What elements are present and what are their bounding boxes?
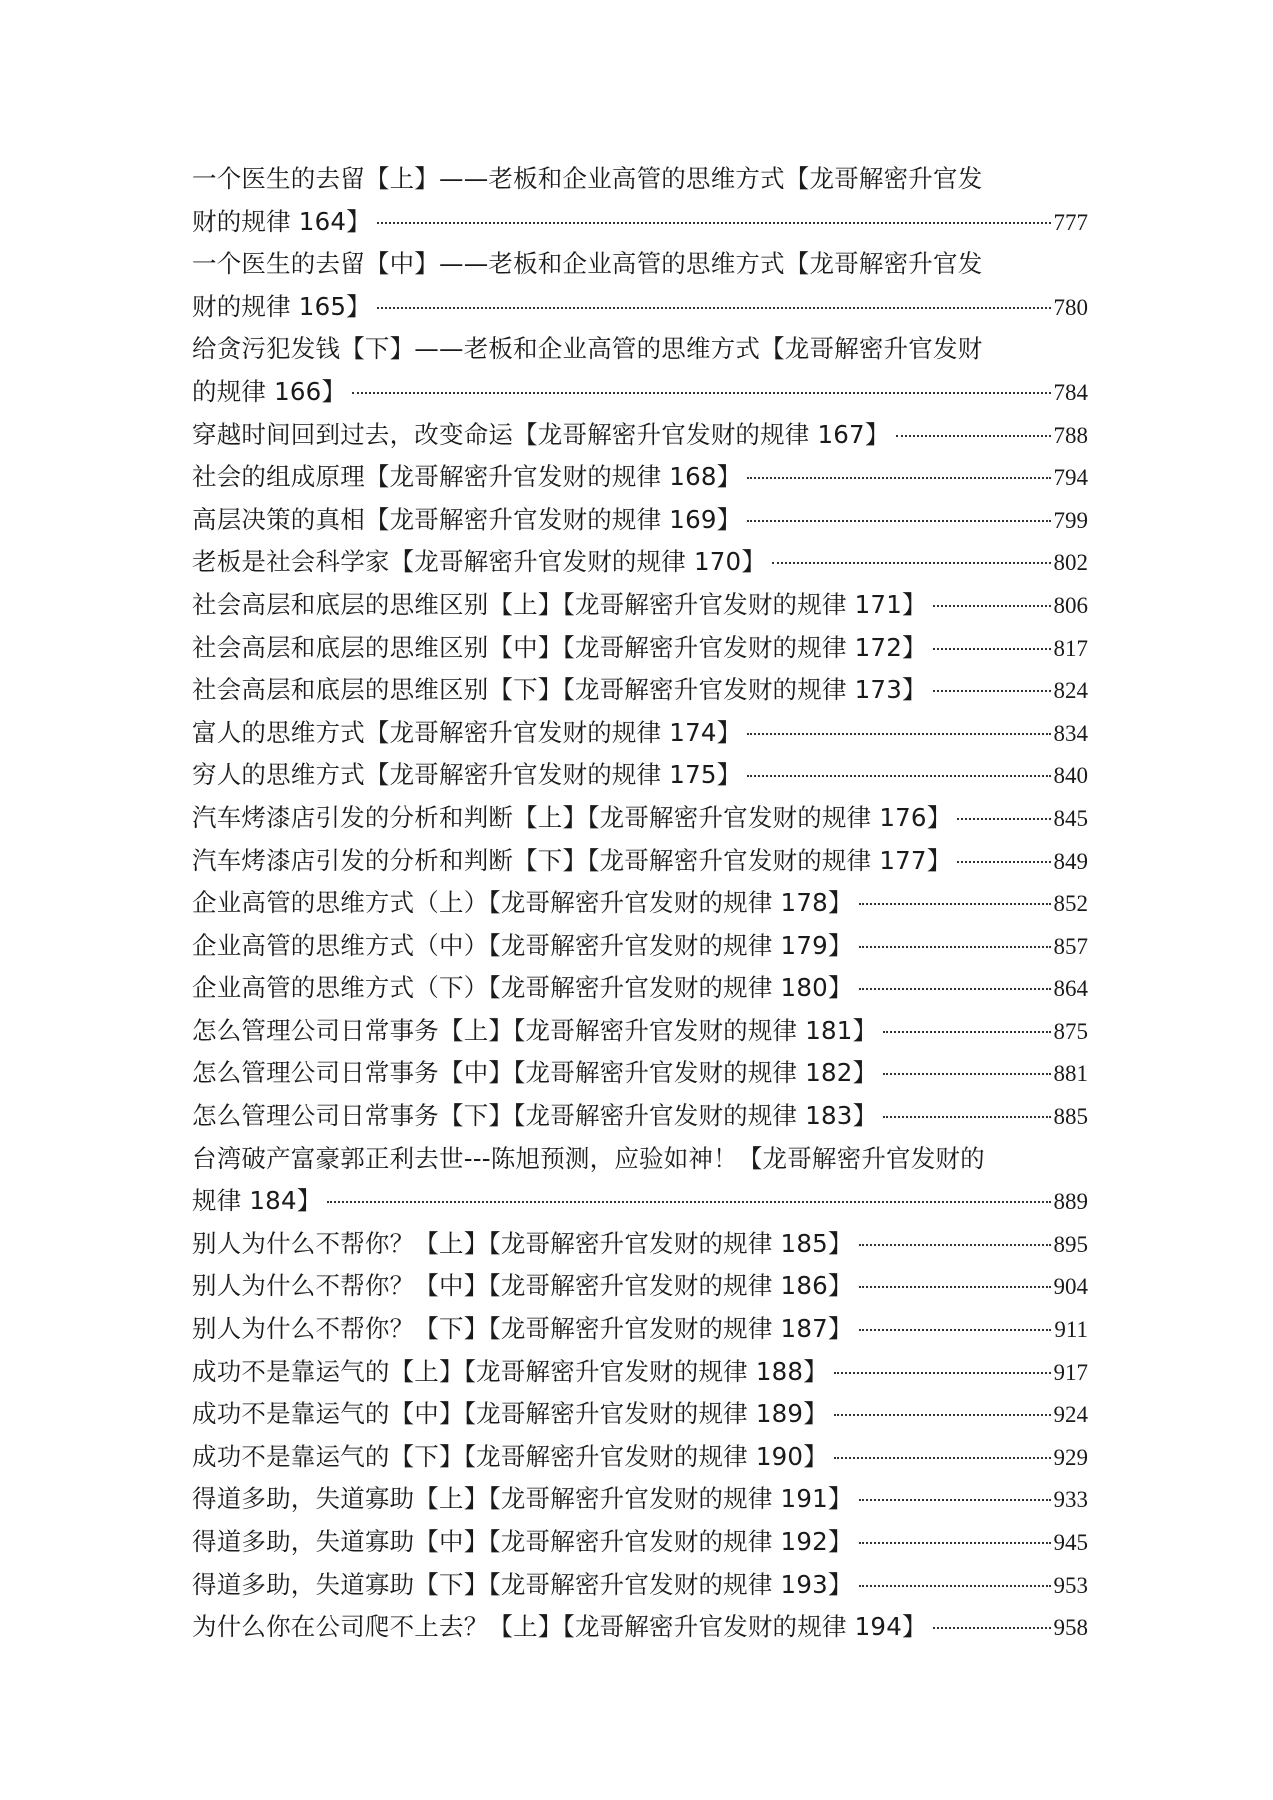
toc-entry-line [192,1265,1088,1308]
toc-entry-title: 穷人的思维方式【龙哥解密升官发财的规律 175】 [192,760,742,790]
toc-entry-title-line1: 一个医生的去留【中】——老板和企业高管的思维方式【龙哥解密升官发 [192,249,983,279]
toc-entry-title: 财的规律 164】 [192,206,371,236]
toc-entry-page-number: 881 [1053,1061,1088,1087]
toc-entry-title: 为什么你在公司爬不上去？【上】【龙哥解密升官发财的规律 194】 [192,1612,927,1642]
dot-leader [896,435,1051,437]
toc-entry[interactable] [192,243,1088,328]
toc-entry-line [192,1308,1088,1351]
toc-entry-page-number: 849 [1053,848,1088,874]
toc-entry-title: 成功不是靠运气的【中】【龙哥解密升官发财的规律 189】 [192,1399,828,1429]
dot-leader [883,1073,1050,1075]
toc-entry-line [192,201,1088,244]
toc-entry-line [192,1180,1088,1223]
dot-leader [859,1542,1051,1544]
toc-entry-title: 企业高管的思维方式（中）【龙哥解密升官发财的规律 179】 [192,930,853,960]
toc-entry-line [192,882,1088,925]
toc-entry-page-number: 788 [1053,422,1088,448]
toc-entry-title: 的规律 166】 [192,376,347,406]
toc-entry-page-number: 834 [1053,720,1088,746]
toc-entry-page-number: 780 [1053,294,1088,320]
toc-entry[interactable] [192,840,1088,883]
toc-entry[interactable] [192,1606,1088,1649]
toc-entry-title: 企业高管的思维方式（下）【龙哥解密升官发财的规律 180】 [192,973,853,1003]
toc-entry[interactable] [192,1521,1088,1564]
dot-leader [859,988,1051,990]
dot-leader [933,605,1051,607]
toc-entry-page-number: 794 [1053,465,1088,491]
toc-entry-line [192,669,1088,712]
toc-entry-page-number: 904 [1053,1274,1088,1300]
toc-entry-page-number: 933 [1053,1487,1088,1513]
dot-leader [883,1116,1050,1118]
toc-entry-title: 富人的思维方式【龙哥解密升官发财的规律 174】 [192,717,742,747]
toc-entry-title-line1: 台湾破产富豪郭正利去世---陈旭预测，应验如神！【龙哥解密升官发财的 [192,1143,985,1173]
toc-entry[interactable] [192,1095,1088,1138]
toc-entry[interactable] [192,669,1088,712]
dot-leader [834,1372,1051,1374]
dot-leader [883,1031,1050,1033]
dot-leader [834,1457,1051,1459]
toc-entry[interactable] [192,584,1088,627]
dot-leader [859,1585,1051,1587]
dot-leader [859,903,1051,905]
toc-entry[interactable] [192,1564,1088,1607]
toc-entry-line [192,1052,1088,1095]
toc-entry[interactable] [192,1308,1088,1351]
toc-entry[interactable] [192,627,1088,670]
toc-entry-page-number: 857 [1053,933,1088,959]
toc-entry-line [192,541,1088,584]
toc-entry-title: 别人为什么不帮你？【下】【龙哥解密升官发财的规律 187】 [192,1314,853,1344]
toc-entry[interactable] [192,882,1088,925]
toc-entry-page-number: 802 [1053,550,1088,576]
dot-leader [834,1414,1051,1416]
table-of-contents [192,158,1088,1649]
toc-entry-page-number: 924 [1053,1402,1088,1428]
toc-entry[interactable] [192,414,1088,457]
toc-entry-page-number: 875 [1053,1018,1088,1044]
dot-leader [747,775,1050,777]
dot-leader [859,946,1051,948]
dot-leader [957,818,1050,820]
toc-entry[interactable] [192,328,1088,413]
toc-entry-line [192,754,1088,797]
toc-entry-line [192,797,1088,840]
toc-entry-title: 别人为什么不帮你？【上】【龙哥解密升官发财的规律 185】 [192,1228,853,1258]
toc-entry-page-number: 806 [1053,592,1088,618]
toc-entry-line [192,1436,1088,1479]
toc-entry-title: 规律 184】 [192,1186,322,1216]
toc-entry-title: 别人为什么不帮你？【中】【龙哥解密升官发财的规律 186】 [192,1271,853,1301]
toc-entry-line [192,1564,1088,1607]
dot-leader [933,1627,1051,1629]
dot-leader [377,222,1051,224]
toc-entry-title: 社会的组成原理【龙哥解密升官发财的规律 168】 [192,462,742,492]
toc-entry-line [192,371,1088,414]
toc-entry-title: 企业高管的思维方式（上）【龙哥解密升官发财的规律 178】 [192,888,853,918]
toc-entry-page-number: 864 [1053,976,1088,1002]
toc-entry-page-number: 929 [1053,1444,1088,1470]
toc-entry-line [192,967,1088,1010]
toc-entry-title: 成功不是靠运气的【下】【龙哥解密升官发财的规律 190】 [192,1441,828,1471]
toc-entry[interactable] [192,158,1088,243]
toc-entry-line [192,1521,1088,1564]
dot-leader [859,1329,1052,1331]
toc-entry-page-number: 777 [1053,209,1088,235]
dot-leader [859,1244,1051,1246]
toc-entry-line [192,499,1088,542]
toc-entry-page-number: 958 [1053,1615,1088,1641]
dot-leader [933,648,1051,650]
toc-entry-page-number: 845 [1053,805,1088,831]
toc-entry-title: 社会高层和底层的思维区别【上】【龙哥解密升官发财的规律 171】 [192,589,927,619]
toc-entry-line [192,414,1088,457]
toc-entry-page-number: 953 [1053,1572,1088,1598]
dot-leader [747,520,1050,522]
toc-entry-line [192,1393,1088,1436]
toc-entry-title: 汽车烤漆店引发的分析和判断【上】【龙哥解密升官发财的规律 176】 [192,802,952,832]
dot-leader [747,477,1050,479]
toc-entry-page-number: 784 [1053,379,1088,405]
toc-entry[interactable] [192,499,1088,542]
toc-entry[interactable] [192,1436,1088,1479]
toc-entry-title: 社会高层和底层的思维区别【中】【龙哥解密升官发财的规律 172】 [192,632,927,662]
toc-entry[interactable] [192,1393,1088,1436]
toc-entry-page-number: 895 [1053,1231,1088,1257]
dot-leader [352,392,1050,394]
toc-entry-page-number: 824 [1053,678,1088,704]
dot-leader [772,562,1050,564]
toc-entry[interactable] [192,1478,1088,1521]
toc-entry-page-number: 852 [1053,891,1088,917]
toc-entry-page-number: 889 [1053,1189,1088,1215]
dot-leader [859,1286,1051,1288]
toc-entry[interactable] [192,1351,1088,1394]
toc-entry-line [192,712,1088,755]
dot-leader [859,1499,1051,1501]
toc-entry[interactable] [192,1223,1088,1266]
toc-entry-title: 社会高层和底层的思维区别【下】【龙哥解密升官发财的规律 173】 [192,675,927,705]
toc-entry-line [192,286,1088,329]
toc-entry-page-number: 817 [1053,635,1088,661]
toc-entry[interactable] [192,967,1088,1010]
toc-entry-title: 老板是社会科学家【龙哥解密升官发财的规律 170】 [192,547,767,577]
toc-entry[interactable] [192,797,1088,840]
toc-entry-line [192,627,1088,670]
toc-entry-title: 穿越时间回到过去，改变命运【龙哥解密升官发财的规律 167】 [192,419,890,449]
toc-entry-line [192,1223,1088,1266]
toc-entry-line [192,1478,1088,1521]
toc-entry-title: 得道多助，失道寡助【下】【龙哥解密升官发财的规律 193】 [192,1569,853,1599]
dot-leader [957,861,1050,863]
toc-entry-title: 财的规律 165】 [192,291,371,321]
toc-entry-line [192,840,1088,883]
toc-entry[interactable] [192,1138,1088,1223]
toc-entry-page-number: 885 [1053,1104,1088,1130]
toc-entry-page-number: 911 [1054,1317,1088,1343]
toc-entry-line [192,1010,1088,1053]
toc-entry-page-number: 945 [1053,1530,1088,1555]
toc-entry-title: 怎么管理公司日常事务【上】【龙哥解密升官发财的规律 181】 [192,1015,878,1045]
toc-entry-page-number: 917 [1053,1359,1088,1385]
toc-entry-title: 高层决策的真相【龙哥解密升官发财的规律 169】 [192,504,742,534]
toc-entry-title: 得道多助，失道寡助【上】【龙哥解密升官发财的规律 191】 [192,1484,853,1514]
toc-entry[interactable] [192,541,1088,584]
toc-entry-title: 汽车烤漆店引发的分析和判断【下】【龙哥解密升官发财的规律 177】 [192,845,952,875]
toc-entry[interactable] [192,456,1088,499]
toc-entry-title: 怎么管理公司日常事务【中】【龙哥解密升官发财的规律 182】 [192,1058,878,1088]
toc-entry-title: 怎么管理公司日常事务【下】【龙哥解密升官发财的规律 183】 [192,1101,878,1131]
toc-entry[interactable] [192,1010,1088,1053]
toc-entry-page-number: 840 [1053,763,1088,789]
toc-entry-title-line1: 一个医生的去留【上】——老板和企业高管的思维方式【龙哥解密升官发 [192,164,983,193]
dot-leader [747,733,1050,735]
toc-entry-line [192,1351,1088,1394]
toc-entry[interactable] [192,925,1088,968]
toc-entry[interactable] [192,754,1088,797]
toc-entry-line [192,584,1088,627]
toc-entry-page-number: 799 [1053,507,1088,533]
toc-entry-line [192,925,1088,968]
toc-entry-title: 得道多助，失道寡助【中】【龙哥解密升官发财的规律 192】 [192,1527,853,1556]
toc-entry[interactable] [192,712,1088,755]
dot-leader [933,690,1051,692]
toc-entry[interactable] [192,1052,1088,1095]
toc-entry-title-line1: 给贪污犯发钱【下】——老板和企业高管的思维方式【龙哥解密升官发财 [192,334,983,364]
toc-entry-line [192,1095,1088,1138]
toc-entry-line [192,456,1088,499]
toc-entry-line [192,1606,1088,1649]
dot-leader [377,307,1051,309]
toc-entry[interactable] [192,1265,1088,1308]
toc-entry-title: 成功不是靠运气的【上】【龙哥解密升官发财的规律 188】 [192,1356,828,1386]
dot-leader [327,1201,1050,1203]
